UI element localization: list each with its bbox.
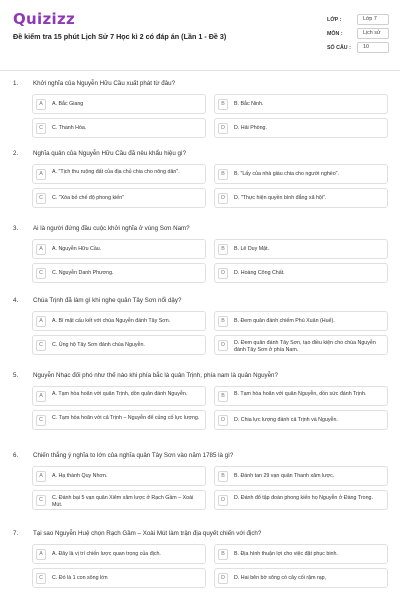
option-b[interactable] [214, 239, 388, 259]
option-d[interactable] [214, 568, 388, 588]
option-letter: B [218, 549, 228, 560]
option-letter: C [36, 340, 46, 351]
option-letter: C [36, 268, 46, 279]
option-text: C. Nguyễn Danh Phương. [52, 270, 114, 276]
option-text: B. Đánh tan 29 vạn quân Thanh xâm lược. [234, 473, 335, 479]
option-a[interactable] [32, 239, 206, 259]
option-text: A. Bắc Giang [52, 101, 84, 107]
option-text: D. Chia lực lượng đánh cả Trịnh và Nguyễn. [234, 417, 338, 423]
option-text: C. Đánh bại 5 vạn quân Xiêm xâm lược ở Rạch Gầm – Xoài Mút. [52, 495, 194, 508]
option-letter: A [36, 99, 46, 110]
option-text: A. Tạm hòa hoãn với quân Trịnh, dồn quân đánh Nguyễn. [52, 391, 188, 397]
option-text: B. "Lấy của nhà giàu chia cho người nghèo". [234, 171, 340, 177]
option-d[interactable] [214, 263, 388, 283]
option-letter: D [218, 268, 228, 279]
option-letter: D [218, 415, 228, 426]
option-b[interactable] [214, 466, 388, 486]
option-text: C. "Xóa bỏ chế độ phong kiến" [52, 195, 125, 201]
option-text: A. "Tịch thu ruộng đất của địa chủ chia cho nông dân". [52, 169, 180, 175]
worksheet-title: Đề kiểm tra 15 phút Lịch Sử 7 Học kì 2 có đáp án (Lần 1 - Đề 3) [13, 32, 227, 41]
option-text: A. Hạ thành Quy Nhơn. [52, 473, 108, 479]
option-text: C. Đó là 1 con sông lớn [52, 575, 108, 581]
meta-class [324, 14, 394, 26]
option-letter: C [36, 573, 46, 584]
option-letter: A [36, 244, 46, 255]
option-letter: A [36, 549, 46, 560]
option-text: D. Đánh đổ tập đoàn phong kiến họ Nguyễn ở Đàng Trong. [234, 495, 373, 501]
option-letter: C [36, 193, 46, 204]
option-c[interactable] [32, 335, 206, 355]
meta-count [324, 42, 394, 54]
meta-count-value: 10 [357, 42, 389, 53]
question-text: Nguyễn Nhạc đối phó như thế nào khi phía bắc là quân Trịnh, phía nam là quân Nguyễn? [33, 372, 278, 379]
option-c[interactable] [32, 410, 206, 430]
option-text: A. Đây là vị trí chiến lược quan trọng của địch. [52, 551, 161, 557]
option-letter: B [218, 316, 228, 327]
option-letter: B [218, 99, 228, 110]
option-d[interactable] [214, 335, 388, 355]
option-c[interactable] [32, 490, 206, 510]
option-text: D. Hai bên bờ sông có cây cối rậm rạp, [234, 575, 327, 581]
question-text: Tại sao Nguyễn Huệ chọn Rạch Gầm – Xoài Mút làm trận địa quyết chiến với địch? [33, 530, 262, 537]
option-letter: D [218, 193, 228, 204]
question-text: Nghĩa quân của Nguyễn Hữu Cầu đã nêu khẩu hiệu gì? [33, 150, 187, 157]
question-number: 2. [13, 150, 19, 157]
option-text: C. Ủng hộ Tây Sơn đánh chúa Nguyễn. [52, 342, 145, 348]
option-text: B. Bắc Ninh. [234, 101, 264, 107]
question-number: 3. [13, 225, 19, 232]
meta-class-label: LỚP : [327, 17, 342, 23]
option-text: B. Lê Duy Mật. [234, 246, 270, 252]
option-letter: B [218, 244, 228, 255]
option-a[interactable] [32, 311, 206, 331]
option-text: D. "Thực hiện quyền bình đẳng xã hội". [234, 195, 327, 201]
option-letter: D [218, 495, 228, 506]
option-c[interactable] [32, 188, 206, 208]
option-text: A. Nguyễn Hữu Cầu. [52, 246, 102, 252]
option-text: B. Địa hình thuận lợi cho việc đặt phục binh. [234, 551, 338, 557]
meta-subject-value: Lịch sử [357, 28, 389, 39]
meta-count-label: SỐ CÂU : [327, 45, 351, 51]
option-text: C. Thanh Hóa. [52, 125, 87, 131]
option-a[interactable] [32, 466, 206, 486]
option-b[interactable] [214, 311, 388, 331]
option-a[interactable] [32, 386, 206, 406]
option-letter: C [36, 415, 46, 426]
worksheet-header [0, 0, 400, 66]
option-letter: A [36, 316, 46, 327]
question-number: 5. [13, 372, 19, 379]
option-b[interactable] [214, 164, 388, 184]
option-text: B. Tạm hòa hoãn với quân Nguyễn, dồn sức đánh Trịnh. [234, 391, 367, 397]
question-text: Chúa Trịnh đã làm gì khi nghe quân Tây Sơn nổi dậy? [33, 297, 182, 304]
option-letter: B [218, 169, 228, 180]
option-letter: D [218, 123, 228, 134]
option-letter: D [218, 573, 228, 584]
option-d[interactable] [214, 410, 388, 430]
option-c[interactable] [32, 118, 206, 138]
question-number: 7. [13, 530, 19, 537]
question-text: Khởi nghĩa của Nguyễn Hữu Cầu xuất phát từ đâu? [33, 80, 176, 87]
question-number: 4. [13, 297, 19, 304]
option-b[interactable] [214, 544, 388, 564]
meta-subject [324, 28, 394, 40]
option-a[interactable] [32, 164, 206, 184]
option-letter: A [36, 391, 46, 402]
question-number: 1. [13, 80, 19, 87]
question-text: Chiến thắng ý nghĩa to lớn của nghĩa quân Tây Sơn vào năm 1785 là gì? [33, 452, 234, 459]
option-c[interactable] [32, 568, 206, 588]
option-text: C. Tạm hòa hoãn với cả Trịnh – Nguyễn để củng cố lực lượng. [52, 415, 200, 421]
option-letter: A [36, 169, 46, 180]
meta-subject-label: MÔN : [327, 31, 343, 37]
option-text: B. Đem quân đánh chiếm Phú Xuân (Huế). [234, 318, 335, 324]
option-d[interactable] [214, 118, 388, 138]
option-letter: C [36, 495, 46, 506]
quizizz-logo: Quizizz [13, 10, 76, 28]
option-d[interactable] [214, 188, 388, 208]
option-a[interactable] [32, 94, 206, 114]
question-number: 6. [13, 452, 19, 459]
header-divider [0, 70, 400, 71]
option-text: D. Hải Phòng. [234, 125, 267, 131]
option-text: A. Bí mật cấu kết với chúa Nguyễn đánh Tây Sơn. [52, 318, 171, 324]
option-b[interactable] [214, 386, 388, 406]
option-d[interactable] [214, 490, 388, 510]
option-letter: B [218, 471, 228, 482]
question-text: Ai là người đứng đầu cuộc khởi nghĩa ở vùng Sơn Nam? [33, 225, 190, 232]
option-text: D. Hoàng Công Chất. [234, 270, 285, 276]
option-text: D. Đem quân đánh Tây Sơn, tạo điều kiện cho chúa Nguyễn đánh Tây Sơn ở phía Nam. [234, 340, 376, 353]
option-a[interactable] [32, 544, 206, 564]
option-letter: D [218, 340, 228, 351]
option-b[interactable] [214, 94, 388, 114]
option-letter: B [218, 391, 228, 402]
option-c[interactable] [32, 263, 206, 283]
option-letter: C [36, 123, 46, 134]
option-letter: A [36, 471, 46, 482]
meta-class-value: Lớp 7 [357, 14, 389, 25]
